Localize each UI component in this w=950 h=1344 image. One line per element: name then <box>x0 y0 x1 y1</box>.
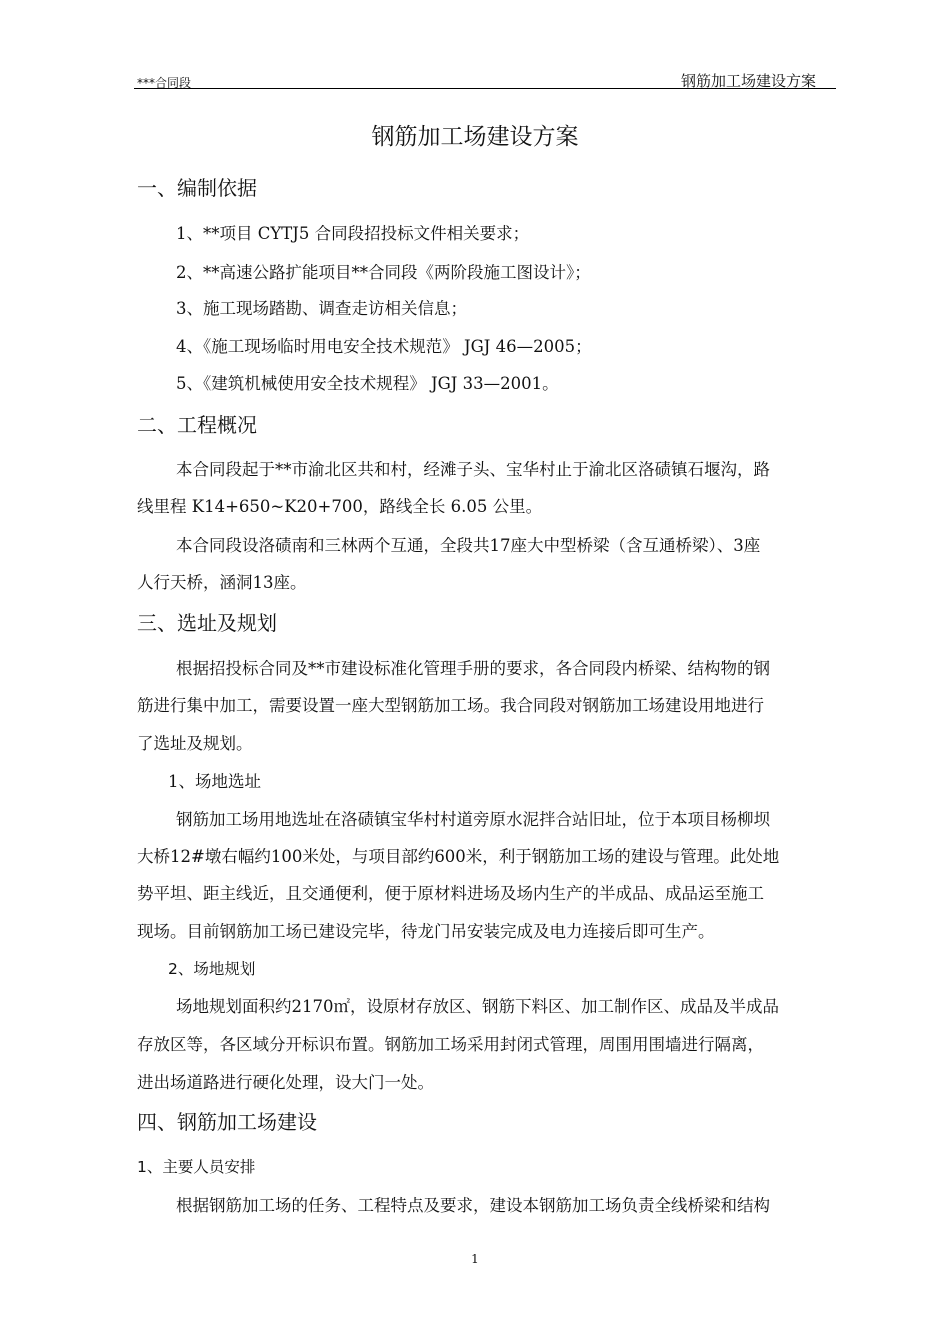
paragraph-line: 存放区等，各区域分开标识布置。钢筋加工场采用封闭式管理，周围用围墙进行隔离， <box>137 1035 764 1054</box>
subheading-site-selection: 1、场地选址 <box>168 772 261 791</box>
page-title: 钢筋加工场建设方案 <box>371 124 579 150</box>
paragraph-line: 钢筋加工场用地选址在洛碛镇宝华村村道旁原水泥拌合站旧址，位于本项目杨柳坝 <box>176 810 770 829</box>
section-heading-2: 二、工程概况 <box>137 413 257 437</box>
paragraph-line: 场地规划面积约2170㎡，设原材存放区、钢筋下料区、加工制作区、成品及半成品 <box>176 997 779 1016</box>
section-heading-1: 一、编制依据 <box>137 176 257 200</box>
page-number: 1 <box>471 1252 479 1266</box>
paragraph-line: 线里程 K14+650~K20+700，路线全长 6.05 公里。 <box>137 497 543 516</box>
paragraph-line: 大桥12#墩右幅约100米处，与项目部约600米，利于钢筋加工场的建设与管理。此处地 <box>137 847 780 866</box>
header-left: ***合同段 <box>137 76 192 90</box>
subheading-site-planning: 2、场地规划 <box>168 960 256 978</box>
paragraph-line: 本合同段起于**市渝北区共和村，经滩子头、宝华村止于渝北区洛碛镇石堰沟，路 <box>176 460 770 479</box>
paragraph-line: 根据招投标合同及**市建设标准化管理手册的要求，各合同段内桥梁、结构物的钢 <box>176 659 770 678</box>
list-item: 3、施工现场踏勘、调查走访相关信息； <box>176 299 467 318</box>
paragraph-line: 根据钢筋加工场的任务、工程特点及要求，建设本钢筋加工场负责全线桥梁和结构 <box>176 1196 770 1215</box>
list-item: 4、《施工现场临时用电安全技术规范》 JGJ 46—2005； <box>176 337 592 356</box>
subheading-staffing: 1、主要人员安排 <box>137 1158 256 1176</box>
header-rule <box>134 88 836 89</box>
header-right: 钢筋加工场建设方案 <box>681 72 817 90</box>
paragraph-line: 人行天桥，涵洞13座。 <box>137 573 307 592</box>
paragraph-line: 现场。目前钢筋加工场已建设完毕，待龙门吊安装完成及电力连接后即可生产。 <box>137 922 715 941</box>
paragraph-line: 本合同段设洛碛南和三林两个互通，全段共17座大中型桥梁（含互通桥梁）、3座 <box>176 536 761 555</box>
list-item: 2、**高速公路扩能项目**合同段《两阶段施工图设计》； <box>176 263 591 282</box>
section-heading-4: 四、钢筋加工场建设 <box>137 1110 317 1134</box>
paragraph-line: 进出场道路进行硬化处理，设大门一处。 <box>137 1073 434 1092</box>
section-heading-3: 三、选址及规划 <box>137 611 277 635</box>
paragraph-line: 了选址及规划。 <box>137 734 253 753</box>
list-item: 5、《建筑机械使用安全技术规程》 JGJ 33—2001。 <box>176 374 559 393</box>
list-item: 1、**项目 CYTJ5 合同段招投标文件相关要求； <box>176 224 530 243</box>
paragraph-line: 势平坦、距主线近，且交通便利，便于原材料进场及场内生产的半成品、成品运至施工 <box>137 884 764 903</box>
paragraph-line: 筋进行集中加工，需要设置一座大型钢筋加工场。我合同段对钢筋加工场建设用地进行 <box>137 696 764 715</box>
